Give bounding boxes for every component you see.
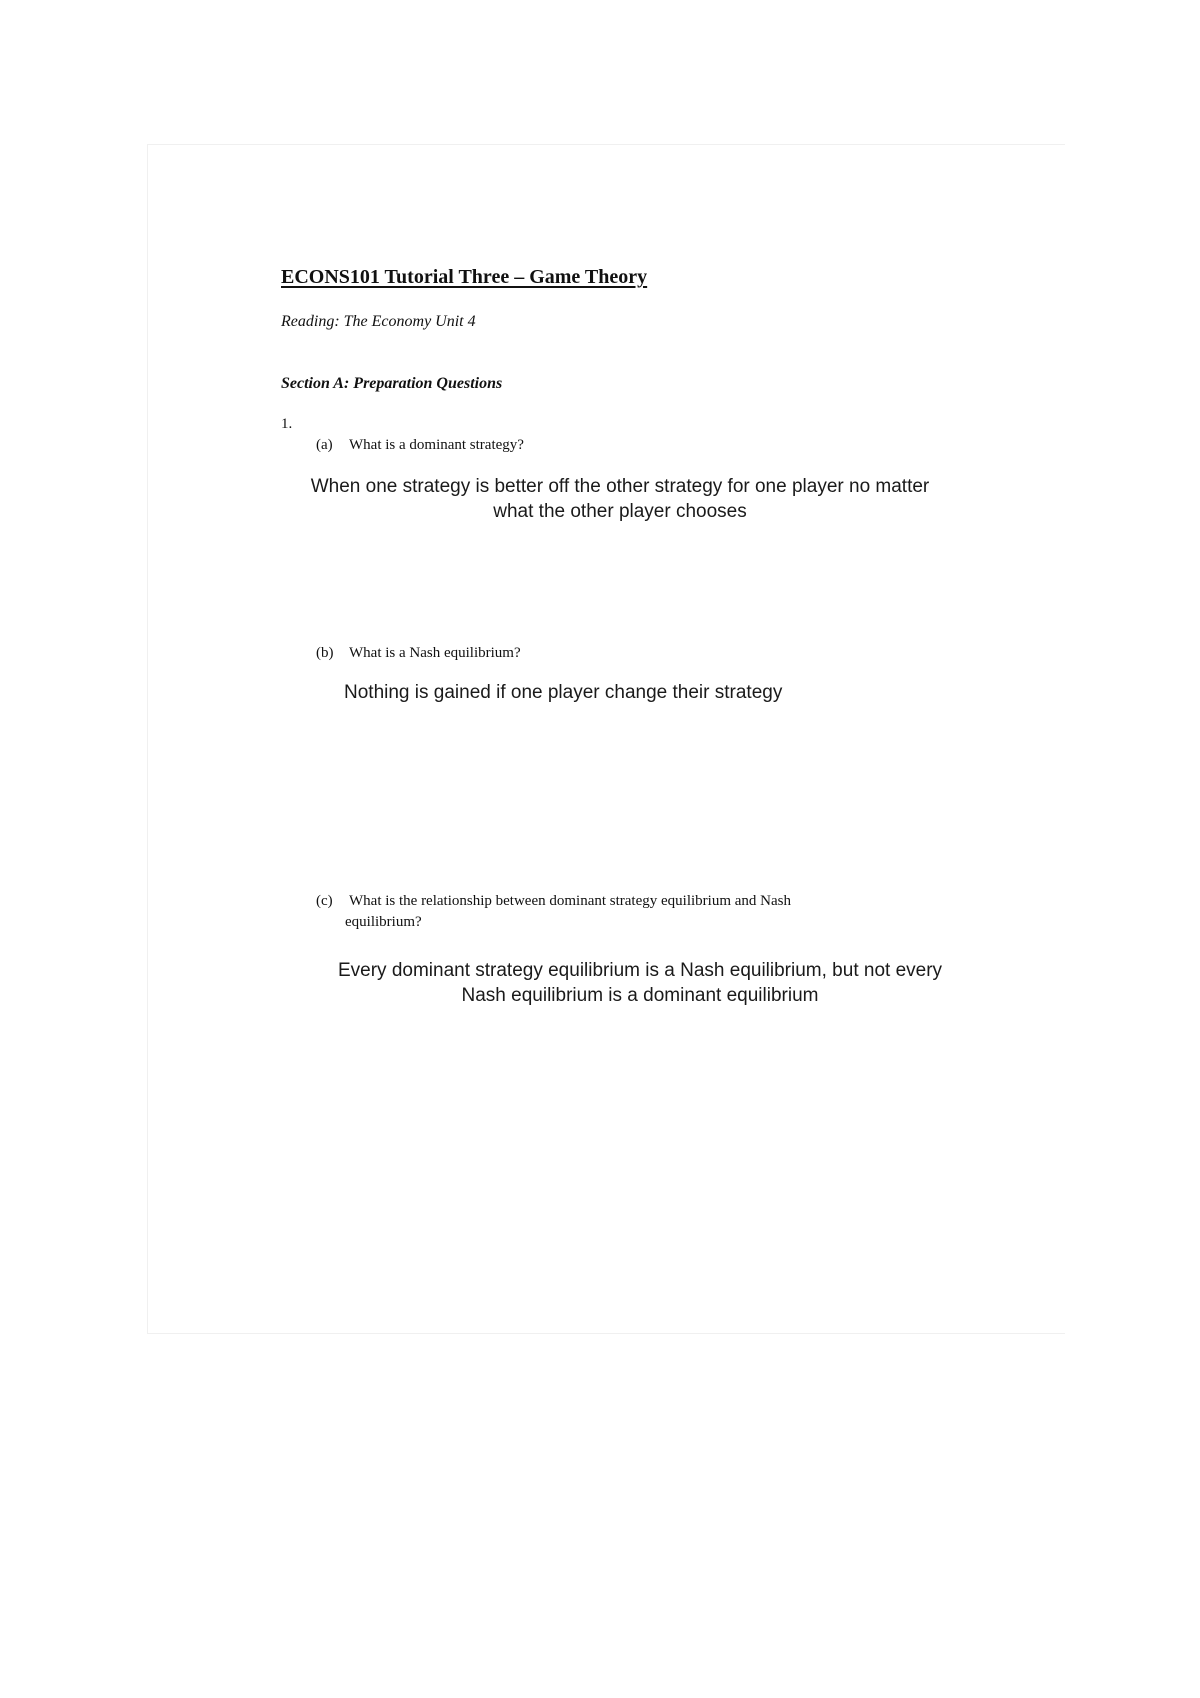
document-title: ECONS101 Tutorial Three – Game Theory (281, 266, 648, 288)
question-number: 1. (281, 416, 293, 432)
section-heading: Section A: Preparation Questions (281, 375, 503, 392)
part-c-answer: Every dominant strategy equilibrium is a Nash equilibrium, but not every Nash equilibrium is a dominant equilibrium (337, 960, 943, 1006)
part-a-label: (a) (316, 437, 333, 453)
part-c-question-line1: What is the relationship between dominant strategy equilibrium and Nash (349, 893, 791, 909)
part-c-question-line2: equilibrium? (345, 914, 422, 930)
part-b-question: What is a Nash equilibrium? (349, 645, 521, 661)
part-b-answer: Nothing is gained if one player change their strategy (344, 682, 783, 703)
reading-reference: Reading: The Economy Unit 4 (281, 313, 476, 330)
part-c-label: (c) (316, 893, 333, 909)
part-a-answer: When one strategy is better off the other strategy for one player no matter what the other player chooses (310, 476, 930, 522)
part-a-question: What is a dominant strategy? (349, 437, 524, 453)
part-b-label: (b) (316, 645, 334, 661)
